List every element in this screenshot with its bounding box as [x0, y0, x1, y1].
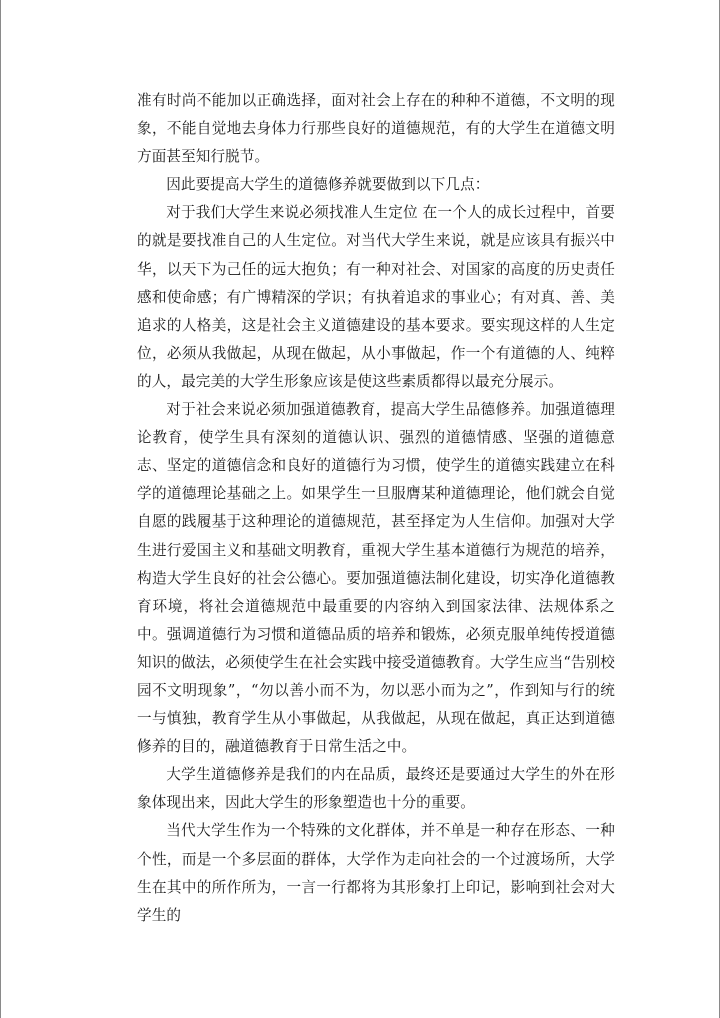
- paragraph-continuation: 准有时尚不能加以正确选择，面对社会上存在的种种不道德，不文明的现象，不能自觉地去身体力行那些良好的道德规范，有的大学生在道德文明方面甚至知行脱节。: [137, 92, 615, 166]
- paragraph-life-positioning: 对于我们大学生来说必须找准人生定位 在一个人的成长过程中，首要的就是要找准自己的人生定位。对当代大学生来说，就是应该具有振兴中华，以天下为己任的远大抱负；有一种对社会、对国家的高度的历史责任感和使命感；有广博精深的学识；有执着追求的事业心；有对真、善、美追求的人格美，这是社会主义道德建设的基本要求。要实现这样的人生定位，必须从我做起，从现在做起，从小事做起，作一个有道德的人、纯粹的人，最完美的大学生形象应该是使这些素质都得以最充分展示。: [137, 204, 615, 390]
- paragraph-intro-points: 因此要提高大学生的道德修养就要做到以下几点：: [166, 176, 490, 194]
- paragraph-cultural-group: 当代大学生作为一个特殊的文化群体，并不单是一种存在形态、一种个性，而是一个多层面的群体，大学作为走向社会的一个过渡场所，大学生在其中的所作所为，一言一行都将为其形象打上印记，影响到社会对大学生的: [137, 822, 615, 924]
- paragraph-external-image: 大学生道德修养是我们的内在品质，最终还是要通过大学生的外在形象体现出来，因此大学生的形象塑造也十分的重要。: [137, 766, 615, 812]
- paragraph-moral-education: 对于社会来说必须加强道德教育，提高大学生品德修养。加强道德理论教育，使学生具有深刻的道德认识、强烈的道德情感、坚强的道德意志、坚定的道德信念和良好的道德行为习惯，使学生的道德实践建立在科学的道德理论基础之上。如果学生一旦服膺某种道德理论，他们就会自觉自愿的践履基于这种理论的道德规范，甚至择定为人生信仰。加强对大学生进行爱国主义和基础文明教育，重视大学生基本道德行为规范的培养，构造大学生良好的社会公德心。要加强道德法制化建设，切实净化道德教育环境，将社会道德规范中最重要的内容纳入到国家法律、法规体系之中。强调道德行为习惯和道德品质的培养和锻炼，必须克服单纯传授道德知识的做法，必须使学生在社会实践中接受道德教育。大学生应当“告别校园不文明现象”，“勿以善小而不为，勿以恶小而为之”，作到知与行的统一与慎独，教育学生从小事做起，从我做起，从现在做起，真正达到道德修养的目的，融道德教育于日常生活之中。: [137, 401, 615, 756]
- document-body: [137, 87, 615, 930]
